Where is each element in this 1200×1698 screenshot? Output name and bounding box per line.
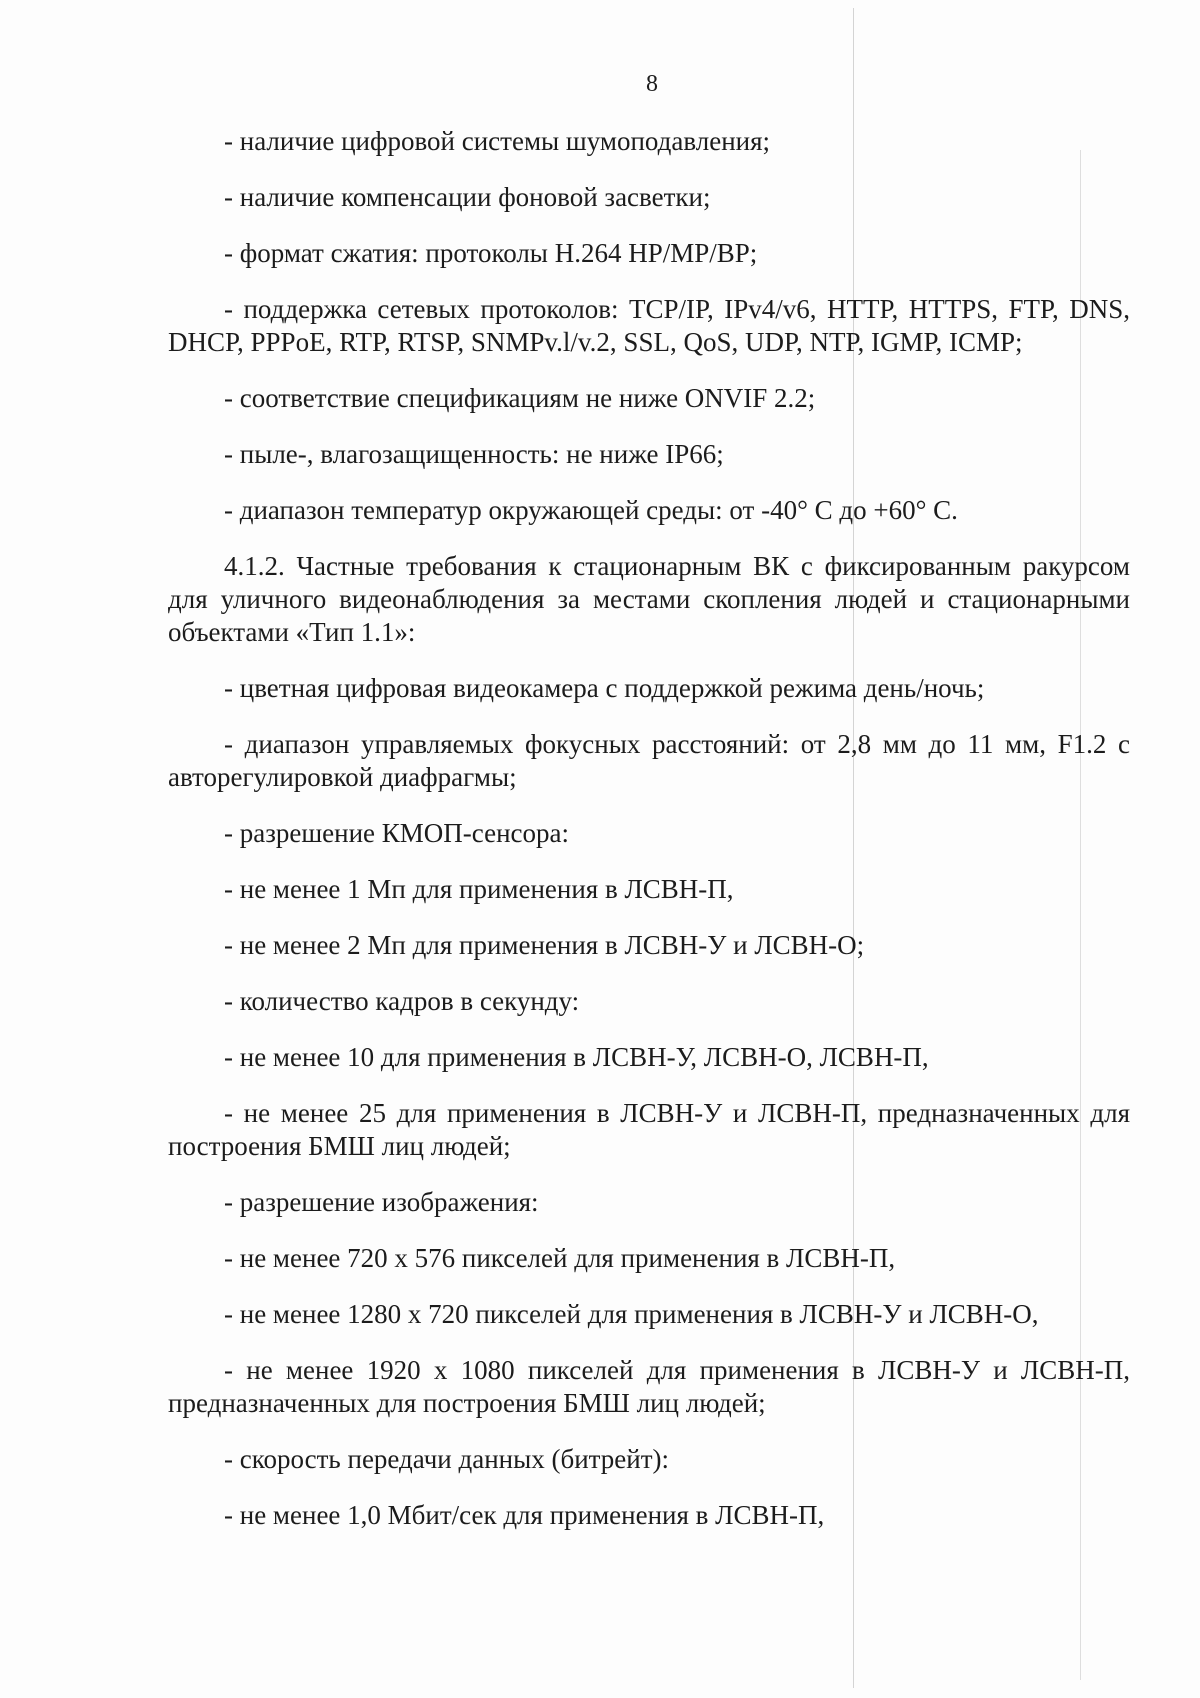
list-item: - не менее 1 Мп для применения в ЛСВН-П, — [224, 874, 734, 904]
list-item: - соответствие спецификациям не ниже ONVIF 2.2; — [224, 383, 816, 413]
list-item: - не менее 1,0 Мбит/сек для применения в ЛСВН-П, — [224, 1500, 825, 1530]
list-item: - не менее 10 для применения в ЛСВН-У, ЛСВН-О, ЛСВН-П, — [224, 1042, 929, 1072]
list-item: - наличие компенсации фоновой засветки; — [224, 182, 711, 212]
list-item: - пыле-, влагозащищенность: не ниже IP66; — [224, 439, 724, 469]
list-item: - разрешение изображения: — [224, 1187, 539, 1217]
list-item: - поддержка сетевых протоколов: TCP/IP, IPv4/v6, HTTP, HTTPS, FTP, DNS, DHCP, PPPoE, RTP, RTSP, SNMPv.l/v.2, SSL, QoS, UDP, NTP, IGMP, ICMP; — [168, 294, 1130, 357]
list-item: - цветная цифровая видеокамера с поддержкой режима день/ночь; — [224, 673, 985, 703]
list-item: - разрешение КМОП-сенсора: — [224, 818, 570, 848]
document-body — [168, 125, 1130, 1555]
list-item: - не менее 2 Мп для применения в ЛСВН-У и ЛСВН-О; — [224, 930, 865, 960]
list-item: - диапазон управляемых фокусных расстояний: от 2,8 мм до 11 мм, F1.2 с авторегулировкой диафрагмы; — [168, 729, 1130, 792]
list-item: - не менее 1280 х 720 пикселей для применения в ЛСВН-У и ЛСВН-О, — [224, 1299, 1039, 1329]
page-number: 8 — [646, 71, 658, 97]
section-heading-paragraph: 4.1.2. Частные требования к стационарным ВК с фиксированным ракурсом для уличного видеонаблюдения за местами скопления людей и стационарными объектами «Тип 1.1»: — [168, 551, 1130, 647]
list-item: - не менее 25 для применения в ЛСВН-У и ЛСВН-П, предназначенных для построения БМШ лиц людей; — [168, 1098, 1130, 1161]
list-item: - не менее 720 х 576 пикселей для применения в ЛСВН-П, — [224, 1243, 896, 1273]
list-item: - наличие цифровой системы шумоподавления; — [224, 126, 771, 156]
list-item: - диапазон температур окружающей среды: от -40° С до +60° С. — [224, 495, 958, 525]
list-item: - скорость передачи данных (битрейт): — [224, 1444, 670, 1474]
list-item: - не менее 1920 х 1080 пикселей для применения в ЛСВН-У и ЛСВН-П, предназначенных для построения БМШ лиц людей; — [168, 1355, 1130, 1418]
list-item: - формат сжатия: протоколы Н.264 HP/MP/BP; — [224, 238, 758, 268]
list-item: - количество кадров в секунду: — [224, 986, 580, 1016]
